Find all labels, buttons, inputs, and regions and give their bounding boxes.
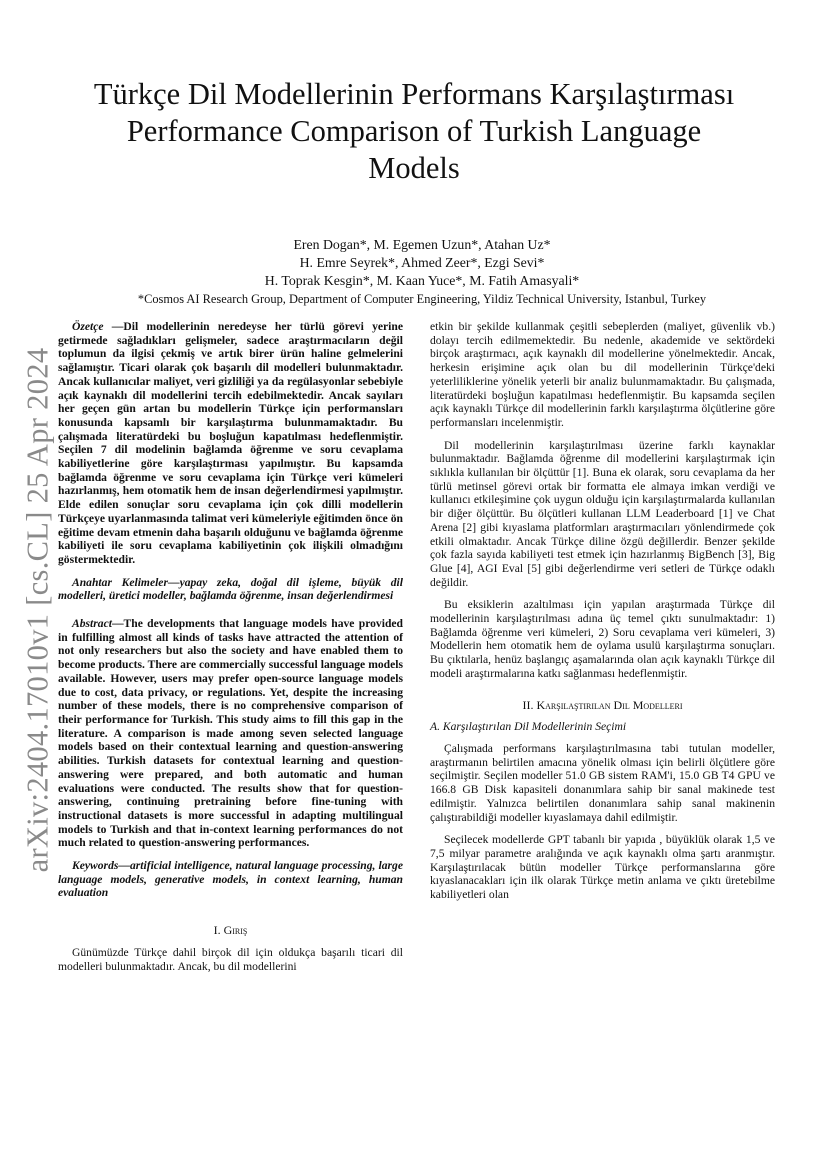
arxiv-sidebar <box>18 347 58 873</box>
ozetce-label: Özetçe — <box>72 320 124 333</box>
section-2a-heading: A. Karşılaştırılan Dil Modellerinin Seçimi <box>430 720 627 734</box>
intro-paragraph-3: Bu eksiklerin azaltılması için yapılan araştırmada Türkçe dil modellerinin karşılaştırılması adına üç temel çıktı sunulmaktadır: 1) Bağlamda öğrenme veri kümeleri, 2) Soru cevaplama veri kümeleri, 3) Modellerin hem otomatik hem de oylama usulü karşılaştırma sonuçları. Bu çıktılarla, henüz başlangıç aşamalarında olan açık kaynaklı Türkçe dil modeli araştırmalarına katkı sağlanması hedeflenmiştir. <box>430 598 775 680</box>
keywords <box>58 859 403 900</box>
ozetce-abstract <box>58 320 403 567</box>
left-column <box>58 320 403 973</box>
keywords-text: —artificial intelligence, natural language processing, large language models, generative models, in context learning, human evaluation <box>58 859 403 900</box>
keywords-label: Keywords <box>72 859 119 873</box>
section-2a-paragraph-1: Çalışmada performans karşılaştırılmasına tabi tutulan modeller, araştırmanın belirtilen amacına yönelik olması için belirli ölçütlere göre seçilmiştir. Seçilen modeller 51.0 GB sistem RAM'i, 15.0 GB T4 GPU ve 166.8 GB Disk kapasiteli donanımlara sahip bir sanal makinede test edilmiştir. Yalnızca belirtilen donanımlara sahip sanal makinenin çalıştırabildiği modeller kıyaslamaya dahil edilmiştir. <box>430 741 775 824</box>
anahtar-kelimeler <box>58 576 403 603</box>
right-column <box>430 320 775 902</box>
authors-line-3: H. Toprak Kesgin*, M. Kaan Yuce*, M. Fatih Amasyali* <box>264 273 580 288</box>
title-english-2: Models <box>368 151 460 185</box>
anahtar-label: Anahtar Kelimeler— <box>72 575 180 589</box>
section-1-heading: I. Giriş <box>213 923 248 938</box>
abstract-text: —The developments that language models have provided in fulfilling almost all kinds of tasks have attracted the attention of not only researchers but also the society and have enabled them to become products. There are commercially successful language models available. However, users may prefer open-source language models due to cost, data privacy, or regulations. Yet, despite the increasing number of these models, there is no comprehensive comparison of their performance for Turkish. This study aims to fill this gap in the literature. A comparison is made among seven selected language models based on their contextual learning and question-answering abilities. Turkish datasets for contextual learning and question-answering were prepared, and both automatic and human evaluations were conducted. The results show that for question-answering, continuing pretraining before fine-tuning with instructional datasets is more successful in adapting multilingual models to Turkish and that in-context learning performances do not much related to question-answering performances. <box>58 617 403 850</box>
abstract-label: Abstract <box>72 617 112 631</box>
title-english-1: Performance Comparison of Turkish Language <box>126 114 702 148</box>
anahtar-text: yapay zeka, doğal dil işleme, büyük dil modelleri, üretici modeller, bağlamda öğrenme, insan değerlendirmesi <box>58 575 403 603</box>
affiliation: *Cosmos AI Research Group, Department of Computer Engineering, Yildiz Technical University, Istanbul, Turkey <box>137 292 707 306</box>
section-2-heading: II. Karşılaştırılan Dil Modelleri <box>522 697 683 712</box>
arxiv-identifier: arXiv:2404.17010v1 [cs.CL] 25 Apr 2024 <box>20 347 55 873</box>
section-2a-paragraph-2: Seçilecek modellerde GPT tabanlı bir yapıda , büyüklük olarak 1,5 ve 7,5 milyar parametre aralığında ve açık kaynaklı olma şartı aranmıştır. Karşılaştırılacak bütün modeller Türkçe performanslarına göre kıyaslanacakları için ilk olarak Türkçe metin anlama ve çıktı üretebilme kabiliyetleri olan <box>430 833 775 902</box>
ozetce-text: Dil modellerinin neredeyse her türlü görevi yerine getirmede sağladıkları gelişmeler, sadece araştırmacıların değil toplumun da ilgisi çekmiş ve artık birer ürün haline gelmelerini sağlamıştır. Ticari olarak çok başarılı dil modelleri bulunmaktadır. Ancak kullanıcılar maliyet, veri gizliliği ya da regülasyonlar sebebiyle açık kaynaklı dil modellerini tercih edebilmektedir. Ancak sayıları her geçen gün artan bu modellerin Türkçe için performansları konusunda kapsamlı bir karşılaştırma bulunmamaktadır. Bu çalışmada literatürdeki bu boşluğun kapatılması hedeflenmiştir. Seçilen 7 dil modelinin bağlamda öğrenme ve soru cevaplama kabiliyetlerine göre karşılaştırması yapılmıştır. Bu kapsamda bağlamda öğrenme ve soru cevaplama için Türkçe veri kümeleri hazırlanmış, hem otomatik hem de insan değerlendirmesi yapılmıştır. Elde edilen sonuçlar soru cevaplama için çok dilli modellerin Türkçeye uyarlanmasında talimat veri kümeleriyle eğitimden önce ön eğitime devam etmenin daha başarılı olduğunu ve bağlamda öğrenme kabiliyeti ile soru cevaplama kabiliyetinin çok ilişkili olmadığını göstermektedir. <box>58 320 403 566</box>
english-abstract <box>58 617 403 850</box>
author-block <box>60 236 784 308</box>
section-1-paragraph: Günümüzde Türkçe dahil birçok dil için oldukça başarılı ticari dil modelleri bulunmaktadır. Ancak, bu dil modellerini <box>58 945 403 973</box>
intro-paragraph-2: Dil modellerinin karşılaştırılması üzerine farklı kaynaklar bulunmaktadır. Bağlamda öğrenme dil modellerini karşılaştırmak için sıklıkla kullanılan bir ölçüttür [1]. Buna ek olarak, soru cevaplama da her türlü metinsel görevi ortak bir formatta ele almaya imkan verdiği ve kullanıcı etkileşimine çok uygun olduğu için karşılaştırmalarda kullanılan bir diğer ölçüttür. Bu ölçütleri kullanan LLM Leaderboard [1] ve Chat Arena [2] gibi kıyaslama platformları araştırmacıları yönlendirmede çok etkili olmaktadır. Ancak Türkçe diline özgü değillerdir. Benzer şekilde çok fazla sayıda kabiliyeti test etmek için hazırlanmış BigBench [3], Big Glue [4], AGI Eval [5] gibi değerlendirme veri setleri de Türkçe odaklı değildir. <box>430 438 775 589</box>
intro-paragraph-continued: etkin bir şekilde kullanmak çeşitli sebeplerden (maliyet, güvenlik vb.) dolayı tercih edilmemektedir. Bu nedenle, akademide ve sektördeki birçok araştırmacı, açık kaynaklı dil modellerine yönelmektedir. Ancak, herkesin erişimine açık olan bu dil modellerinin Türkçe'deki yeterliliklerine yönelik yeterli bir analiz bulunmamaktadır. Bu çalışmada, literatürdeki boşluğun kapatılması hedeflenmiştir. Bu kapsamda seçilen açık kaynaklı Türkçe dil modellerinin farklı karşılaştırma ölçütlerine göre performansları incelenmiştir. <box>430 320 775 429</box>
title-turkish: Türkçe Dil Modellerinin Performans Karşılaştırması <box>93 77 735 111</box>
authors-line-1: Eren Dogan*, M. Egemen Uzun*, Atahan Uz* <box>293 237 551 252</box>
paper-title <box>50 76 778 187</box>
authors-line-2: H. Emre Seyrek*, Ahmed Zeer*, Ezgi Sevi* <box>299 255 545 270</box>
